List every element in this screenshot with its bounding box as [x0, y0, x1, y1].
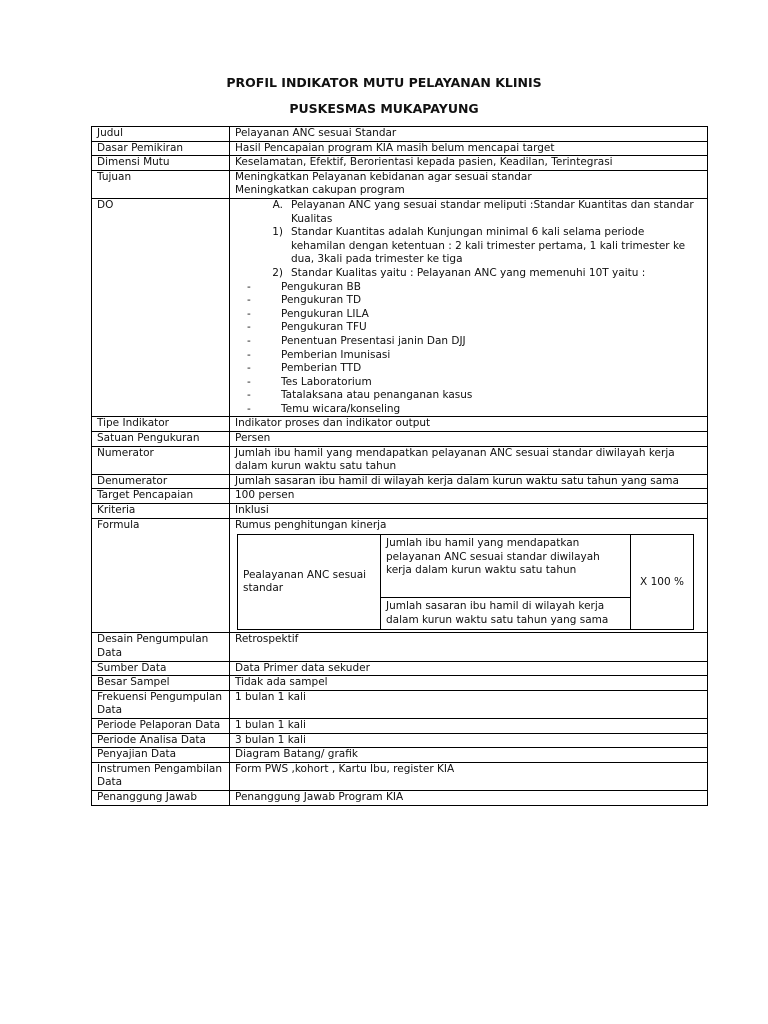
- formula-multiplier: X 100 %: [631, 535, 694, 630]
- table-row: [92, 633, 708, 661]
- row-label: Denumerator: [92, 474, 230, 489]
- row-label: Dasar Pemikiran: [92, 141, 230, 156]
- table-row: [92, 446, 708, 474]
- list-item-text: Pengukuran TFU: [281, 321, 367, 334]
- row-label: Desain Pengumpulan Data: [92, 633, 230, 661]
- table-row: [92, 762, 708, 790]
- row-value: 1 bulan 1 kali: [230, 690, 708, 718]
- dash-marker: -: [247, 389, 251, 402]
- table-row: [92, 718, 708, 733]
- row-label: DO: [92, 198, 230, 417]
- row-value: Indikator proses dan indikator output: [230, 417, 708, 432]
- list-item-text: Pengukuran BB: [281, 280, 361, 293]
- row-value: Inklusi: [230, 504, 708, 519]
- list-item: [235, 349, 702, 363]
- do-text: Standar Kuantitas adalah Kunjungan minimal 6 kali selama periode kehamilan dengan ketentuan : 2 kali trimester pertama, 1 kali trimester ke dua, 3kali pada trimester ke tiga: [291, 226, 686, 266]
- list-item: [235, 294, 702, 308]
- row-label: Dimensi Mutu: [92, 156, 230, 171]
- row-label: Satuan Pengukuran: [92, 432, 230, 447]
- 10t-list: [235, 281, 702, 417]
- row-label: Formula: [92, 518, 230, 633]
- formula-cell: [230, 518, 708, 633]
- row-label: Instrumen Pengambilan Data: [92, 762, 230, 790]
- table-row: [92, 748, 708, 763]
- do-definition: [230, 198, 708, 417]
- tujuan-line: Meningkatkan Pelayanan kebidanan agar sesuai standar: [235, 170, 532, 183]
- row-value: Pelayanan ANC sesuai Standar: [230, 127, 708, 142]
- row-label: Kriteria: [92, 504, 230, 519]
- formula-denominator: Jumlah sasaran ibu hamil di wilayah kerja dalam kurun waktu satu tahun yang sama: [381, 598, 631, 630]
- table-row: [92, 661, 708, 676]
- do-marker: 2): [272, 266, 283, 279]
- row-label: Periode Pelaporan Data: [92, 718, 230, 733]
- formula-indicator: Pealayanan ANC sesuai standar: [238, 535, 381, 630]
- list-item-text: Temu wicara/konseling: [281, 402, 401, 415]
- do-text: Pelayanan ANC yang sesuai standar meliputi :Standar Kuantitas dan standar Kualitas: [291, 198, 694, 225]
- row-value: Tidak ada sampel: [230, 676, 708, 691]
- row-value: Retrospektif: [230, 633, 708, 661]
- page-title: PROFIL INDIKATOR MUTU PELAYANAN KLINIS: [226, 75, 542, 90]
- table-row: [92, 790, 708, 805]
- row-value: Penanggung Jawab Program KIA: [230, 790, 708, 805]
- formula-table: [237, 534, 694, 630]
- row-value: 100 persen: [230, 489, 708, 504]
- do-marker: 1): [272, 226, 283, 239]
- list-item: [235, 362, 702, 376]
- do-item-a: [235, 199, 702, 226]
- list-item-text: Penentuan Presentasi janin Dan DJJ: [281, 334, 466, 347]
- row-value: Form PWS ,kohort , Kartu Ibu, register KIA: [230, 762, 708, 790]
- row-label: Target Pencapaian: [92, 489, 230, 504]
- list-item: [235, 376, 702, 390]
- table-row: [92, 198, 708, 417]
- tujuan-line: Meningkatkan cakupan program: [235, 184, 405, 197]
- list-item-text: Pemberian Imunisasi: [281, 348, 391, 361]
- list-item: [235, 308, 702, 322]
- row-label: Besar Sampel: [92, 676, 230, 691]
- formula-intro: Rumus penghitungan kinerja: [235, 518, 387, 531]
- dash-marker: -: [247, 334, 251, 347]
- row-label: Tipe Indikator: [92, 417, 230, 432]
- list-item-text: Tatalaksana atau penanganan kasus: [281, 389, 473, 402]
- table-row: [92, 676, 708, 691]
- table-row: [92, 504, 708, 519]
- row-value: Diagram Batang/ grafik: [230, 748, 708, 763]
- do-item-1: [235, 226, 702, 267]
- row-label: Frekuensi Pengumpulan Data: [92, 690, 230, 718]
- table-row: [92, 156, 708, 171]
- do-item-2: [235, 267, 702, 281]
- table-row: [92, 474, 708, 489]
- list-item: [235, 403, 702, 417]
- list-item-text: Tes Laboratorium: [281, 375, 372, 388]
- row-value: Keselamatan, Efektif, Berorientasi kepada pasien, Keadilan, Terintegrasi: [230, 156, 708, 171]
- list-item-text: Pemberian TTD: [281, 362, 362, 375]
- row-label: Sumber Data: [92, 661, 230, 676]
- row-label: Tujuan: [92, 170, 230, 198]
- list-item-text: Pengukuran TD: [281, 294, 362, 307]
- dash-marker: -: [247, 362, 251, 375]
- formula-numerator: Jumlah ibu hamil yang mendapatkan pelayanan ANC sesuai standar diwilayah kerja dalam kurun waktu satu tahun: [381, 535, 631, 598]
- dash-marker: -: [247, 375, 251, 388]
- table-row: [92, 417, 708, 432]
- table-row: [92, 127, 708, 142]
- row-value: Jumlah ibu hamil yang mendapatkan pelayanan ANC sesuai standar diwilayah kerja dalam kurun waktu satu tahun: [230, 446, 708, 474]
- dash-marker: -: [247, 307, 251, 320]
- list-item: [235, 281, 702, 295]
- row-label: Periode Analisa Data: [92, 733, 230, 748]
- row-value: Persen: [230, 432, 708, 447]
- table-row: [92, 518, 708, 633]
- row-value: Jumlah sasaran ibu hamil di wilayah kerja dalam kurun waktu satu tahun yang sama: [230, 474, 708, 489]
- indicator-profile-table: [91, 126, 708, 806]
- row-label: Penanggung Jawab: [92, 790, 230, 805]
- table-row: [92, 489, 708, 504]
- row-value: Hasil Pencapaian program KIA masih belum mencapai target: [230, 141, 708, 156]
- dash-marker: -: [247, 321, 251, 334]
- row-label: Numerator: [92, 446, 230, 474]
- row-value: Data Primer data sekuder: [230, 661, 708, 676]
- do-text: Standar Kualitas yaitu : Pelayanan ANC yang memenuhi 10T yaitu :: [291, 266, 646, 279]
- row-label: Judul: [92, 127, 230, 142]
- row-value: 3 bulan 1 kali: [230, 733, 708, 748]
- dash-marker: -: [247, 280, 251, 293]
- do-marker: A.: [272, 198, 283, 211]
- page-subtitle: PUSKESMAS MUKAPAYUNG: [289, 101, 479, 116]
- table-row: [92, 141, 708, 156]
- dash-marker: -: [247, 294, 251, 307]
- list-item: [235, 389, 702, 403]
- table-row: [92, 690, 708, 718]
- list-item: [235, 335, 702, 349]
- dash-marker: -: [247, 348, 251, 361]
- row-label: Penyajian Data: [92, 748, 230, 763]
- table-row: [92, 432, 708, 447]
- list-item: [235, 321, 702, 335]
- list-item-text: Pengukuran LILA: [281, 307, 369, 320]
- row-value: [230, 170, 708, 198]
- dash-marker: -: [247, 402, 251, 415]
- table-row: [92, 733, 708, 748]
- table-row: [92, 170, 708, 198]
- row-value: 1 bulan 1 kali: [230, 718, 708, 733]
